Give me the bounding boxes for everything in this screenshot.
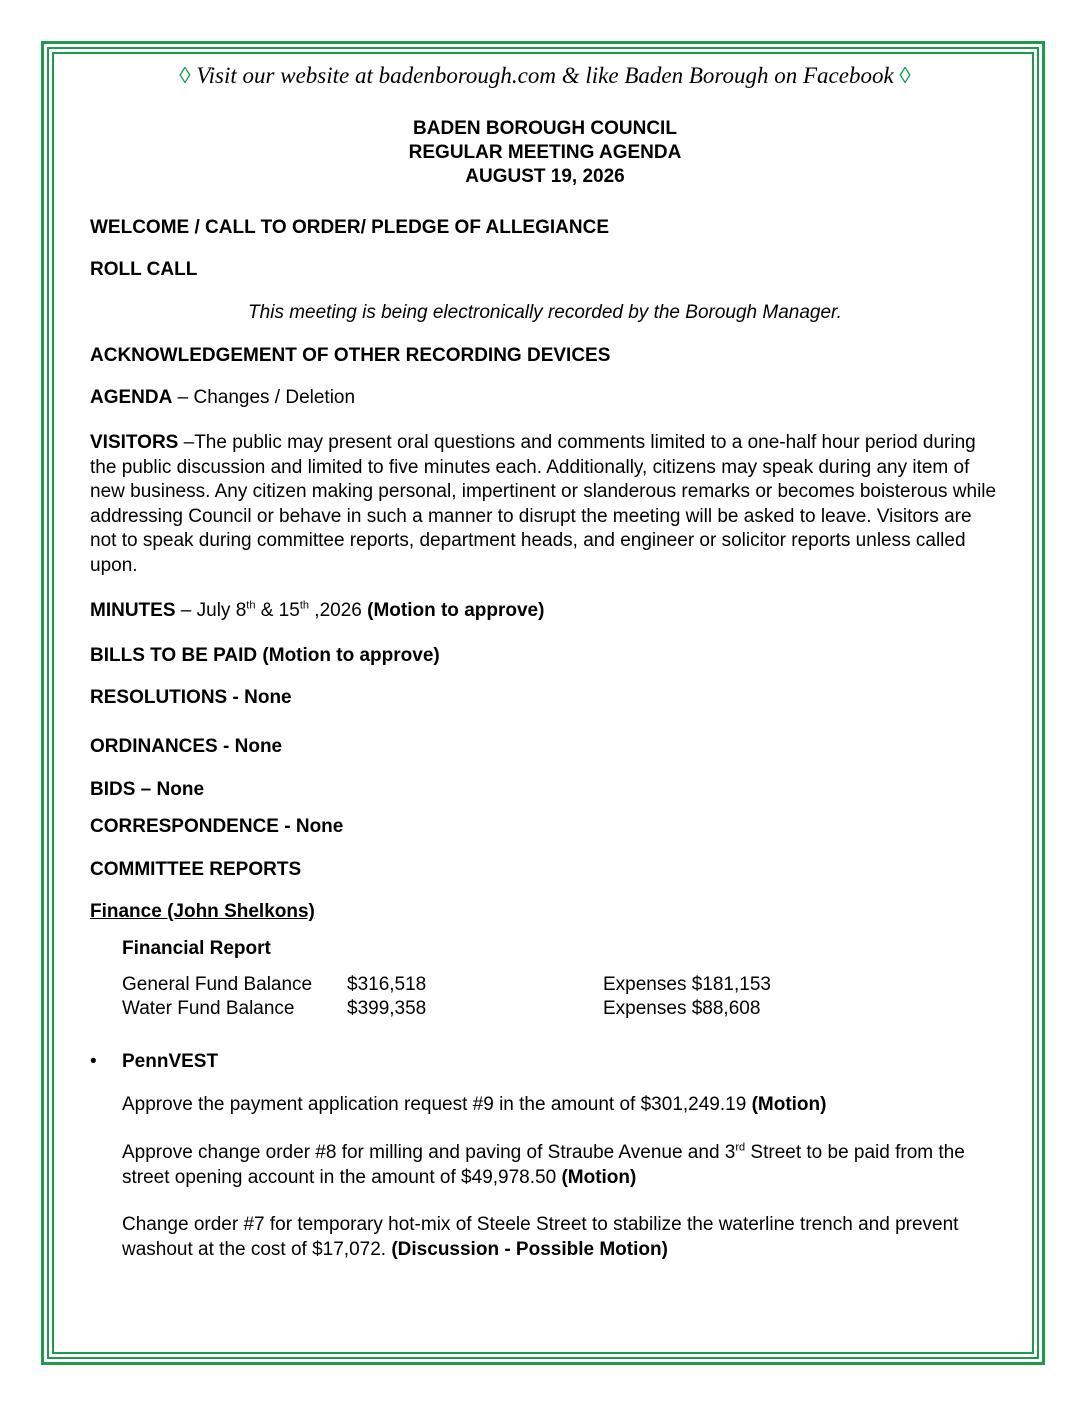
pennvest-item-text: Approve change order #8 for milling and paving of Straube Avenue and 3 <box>122 1142 736 1163</box>
fund-label: Water Fund Balance <box>122 998 295 1019</box>
meeting-date: AUGUST 19, 2026 <box>465 166 625 187</box>
fund-expenses: Expenses $88,608 <box>603 998 761 1019</box>
finance-heading: Finance (John Shelkons) <box>90 901 315 922</box>
diamond-icon: ◊ <box>899 63 911 88</box>
water-fund-row <box>122 998 760 1020</box>
minutes-superscript: th <box>299 599 310 612</box>
agenda-text: – Changes / Deletion <box>172 387 356 408</box>
bids-item: BIDS – None <box>90 779 205 800</box>
pennvest-title: PennVEST <box>122 1051 219 1072</box>
general-fund-row <box>122 974 771 996</box>
welcome-item: WELCOME / CALL TO ORDER/ PLEDGE OF ALLEGIANCE <box>90 217 609 238</box>
bills-item: BILLS TO BE PAID (Motion to approve) <box>90 645 440 666</box>
banner-text: Visit our website at badenborough.com & like Baden Borough on Facebook <box>196 63 894 88</box>
minutes-label: MINUTES <box>90 600 176 621</box>
agenda-label: AGENDA <box>90 387 173 408</box>
fund-balance: $399,358 <box>347 998 427 1019</box>
acknowledgement-item: ACKNOWLEDGEMENT OF OTHER RECORDING DEVICES <box>90 345 611 366</box>
agenda-content <box>90 60 1000 1260</box>
minutes-motion: (Motion to approve) <box>367 600 545 621</box>
diamond-icon: ◊ <box>179 63 191 88</box>
resolutions-item: RESOLUTIONS - None <box>90 687 292 708</box>
financial-report-title: Financial Report <box>122 938 271 959</box>
roll-call-item: ROLL CALL <box>90 259 198 280</box>
agenda-title: REGULAR MEETING AGENDA <box>408 142 682 163</box>
pennvest-item-action: (Motion) <box>751 1094 827 1115</box>
pennvest-item-text: Change order #7 for temporary hot-mix of Steele Street to stabilize the waterline trench and prevent washout at the cost of $17,072. <box>122 1214 959 1260</box>
pennvest-item-1 <box>122 1093 1000 1118</box>
pennvest-item-2 <box>122 1141 1000 1190</box>
minutes-text: – July 8 <box>175 600 247 621</box>
minutes-text: ,2026 <box>309 600 368 621</box>
correspondence-item: CORRESPONDENCE - None <box>90 816 344 837</box>
minutes-superscript: th <box>246 599 256 612</box>
minutes-text: & 15 <box>255 600 300 621</box>
committee-reports-item: COMMITTEE REPORTS <box>90 859 302 880</box>
pennvest-item-action: (Motion) <box>561 1166 637 1188</box>
pennvest-item-action: (Discussion - Possible Motion) <box>391 1238 668 1260</box>
pennvest-item-text: Street to be paid from the street opening account in the amount of $49,978.50 <box>122 1142 965 1188</box>
bullet-icon: • <box>90 1051 97 1072</box>
visitors-label: VISITORS <box>90 432 179 453</box>
fund-expenses: Expenses $181,153 <box>603 974 771 995</box>
pennvest-superscript: rd <box>735 1141 746 1154</box>
minutes-item <box>90 600 1000 622</box>
fund-label: General Fund Balance <box>122 974 313 995</box>
recording-note: This meeting is being electronically recorded by the Borough Manager. <box>248 302 842 323</box>
website-banner <box>90 63 1000 89</box>
agenda-header <box>90 117 1000 189</box>
pennvest-item-3 <box>122 1213 1000 1262</box>
fund-balance: $316,518 <box>347 974 427 995</box>
visitors-text: –The public may present oral questions and comments limited to a one-half hour period during the public discussion and limited to five minutes each. Additionally, citizens may speak during any item of new business. Any citizen making personal, impertinent or slanderous remarks or becomes boisterous while addressing Council or behave in such a manner to disrupt the meeting will be asked to leave. Visitors are not to speak during committee reports, department heads, and engineer or solicitor reports unless called upon. <box>90 432 997 576</box>
pennvest-item-text: Approve the payment application request #9 in the amount of $301,249.19 <box>122 1094 752 1115</box>
ordinances-item: ORDINANCES - None <box>90 736 283 757</box>
agenda-item <box>90 387 1000 409</box>
visitors-item <box>90 431 1000 578</box>
council-name: BADEN BOROUGH COUNCIL <box>413 118 677 139</box>
